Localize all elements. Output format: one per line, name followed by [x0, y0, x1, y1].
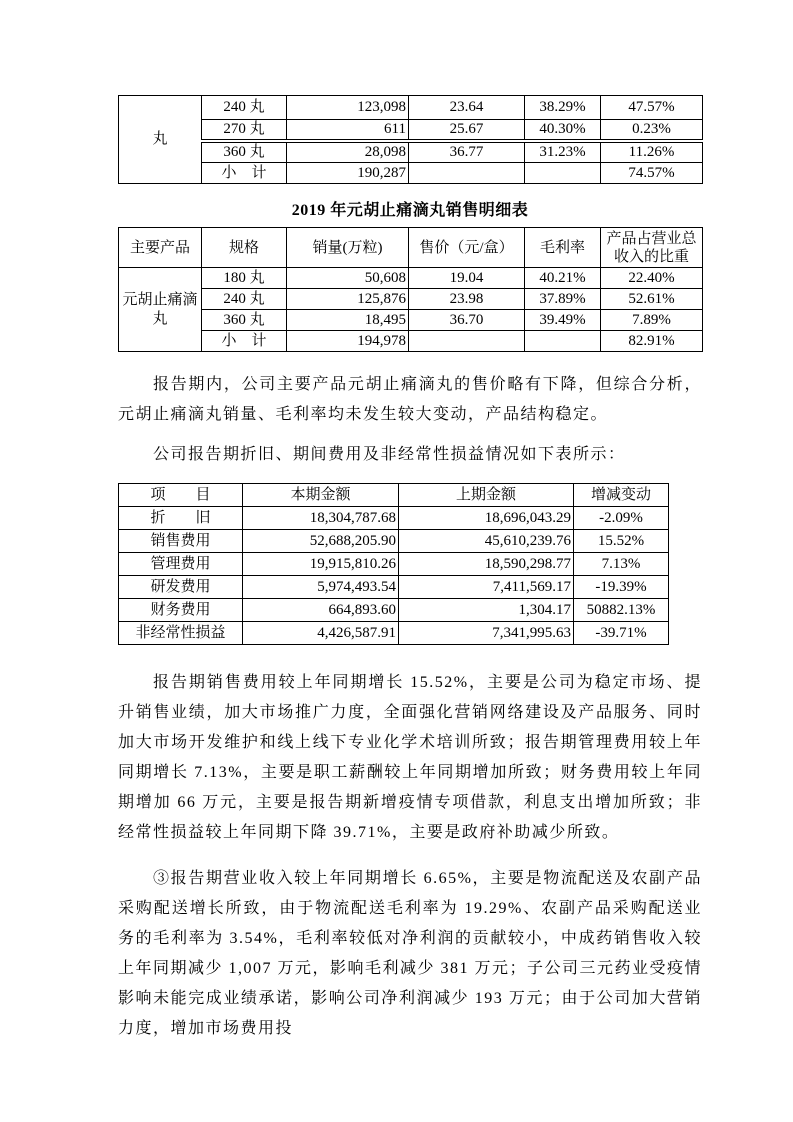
cell-margin: 40.21% — [525, 268, 601, 289]
cell-volume: 194,978 — [287, 331, 409, 352]
cell-spec: 270 丸 — [202, 120, 287, 142]
cell-share: 74.57% — [601, 163, 703, 184]
cell-change: -39.71% — [574, 622, 669, 645]
cell-price: 23.64 — [409, 96, 525, 120]
cell-volume: 123,098 — [287, 96, 409, 120]
cell-volume: 190,287 — [287, 163, 409, 184]
header-margin: 毛利率 — [525, 228, 601, 268]
cell-volume: 611 — [287, 120, 409, 142]
cell-share: 82.91% — [601, 331, 703, 352]
header-change: 增减变动 — [574, 484, 669, 507]
cell-current: 19,915,810.26 — [243, 553, 399, 576]
cell-item: 研发费用 — [119, 576, 243, 599]
cell-current: 4,426,587.91 — [243, 622, 399, 645]
cell-prior: 7,341,995.63 — [399, 622, 574, 645]
cell-share: 7.89% — [601, 310, 703, 331]
cell-price: 36.70 — [409, 310, 525, 331]
cell-price — [409, 331, 525, 352]
cell-change: 7.13% — [574, 553, 669, 576]
cell-volume: 18,495 — [287, 310, 409, 331]
cell-current: 18,304,787.68 — [243, 507, 399, 530]
cell-share: 52.61% — [601, 289, 703, 310]
cell-change: 15.52% — [574, 530, 669, 553]
cell-item: 折 旧 — [119, 507, 243, 530]
cell-change: 50882.13% — [574, 599, 669, 622]
cell-current: 664,893.60 — [243, 599, 399, 622]
cell-price: 19.04 — [409, 268, 525, 289]
header-product: 主要产品 — [119, 228, 202, 268]
cell-margin: 39.49% — [525, 310, 601, 331]
cell-volume: 125,876 — [287, 289, 409, 310]
cell-item: 销售费用 — [119, 530, 243, 553]
header-price: 售价（元/盒） — [409, 228, 525, 268]
cell-spec: 240 丸 — [202, 289, 287, 310]
table-title-2019: 2019 年元胡止痛滴丸销售明细表 — [291, 202, 529, 219]
cell-price: 23.98 — [409, 289, 525, 310]
sales-table-partial — [118, 95, 703, 184]
cell-prior: 18,590,298.77 — [399, 553, 574, 576]
cell-price — [409, 163, 525, 184]
cell-prior: 1,304.17 — [399, 599, 574, 622]
product-name-cell: 元胡止痛滴丸 — [119, 268, 202, 352]
header-spec: 规格 — [202, 228, 287, 268]
cell-margin: 38.29% — [525, 96, 601, 120]
cell-share: 11.26% — [601, 141, 703, 163]
cell-margin: 40.30% — [525, 120, 601, 142]
cell-price: 36.77 — [409, 141, 525, 163]
cell-margin: 31.23% — [525, 141, 601, 163]
header-share: 产品占营业总收入的比重 — [601, 228, 703, 268]
cell-prior: 18,696,043.29 — [399, 507, 574, 530]
cell-prior: 7,411,569.17 — [399, 576, 574, 599]
product-name-cell: 丸 — [119, 96, 202, 184]
cell-item: 非经常性损益 — [119, 622, 243, 645]
paragraph-expense-analysis: 报告期销售费用较上年同期增长 15.52%，主要是公司为稳定市场、提升销售业绩，加大市场推广力度，全面强化营销网络建设及产品服务、同时加大市场开发维护和线上线下专业化学术培训所致；报告期管理费用较上年同期增长 7.13%，主要是职工薪酬较上年同期增加所致；财务费用较上年同期增加 66 万元，主要是报告期新增疫情专项借款，利息支出增加所致；非经常性损益较上年同期下降 39.71%，主要是政府补助减少所致。 — [118, 674, 702, 841]
cell-margin — [525, 163, 601, 184]
cell-share: 22.40% — [601, 268, 703, 289]
cell-volume: 28,098 — [287, 141, 409, 163]
cell-spec: 360 丸 — [202, 310, 287, 331]
cell-share: 47.57% — [601, 96, 703, 120]
cell-margin — [525, 331, 601, 352]
cell-volume: 50,608 — [287, 268, 409, 289]
cell-spec: 360 丸 — [202, 141, 287, 163]
cell-item: 管理费用 — [119, 553, 243, 576]
paragraph-table-intro: 公司报告期折旧、期间费用及非经常性损益情况如下表所示： — [153, 446, 626, 463]
cell-change: -19.39% — [574, 576, 669, 599]
sales-table-2019 — [118, 227, 703, 352]
cell-spec: 小 计 — [202, 331, 287, 352]
cell-spec: 180 丸 — [202, 268, 287, 289]
cell-spec: 小 计 — [202, 163, 287, 184]
paragraph-price-analysis: 报告期内，公司主要产品元胡止痛滴丸的售价略有下降，但综合分析，元胡止痛滴丸销量、毛利率均未发生较大变动，产品结构稳定。 — [118, 376, 702, 423]
cell-margin: 37.89% — [525, 289, 601, 310]
cell-share: 0.23% — [601, 120, 703, 142]
cell-item: 财务费用 — [119, 599, 243, 622]
cell-current: 52,688,205.90 — [243, 530, 399, 553]
cell-price: 25.67 — [409, 120, 525, 142]
header-volume: 销量(万粒) — [287, 228, 409, 268]
cell-prior: 45,610,239.76 — [399, 530, 574, 553]
expense-table — [118, 483, 669, 645]
cell-current: 5,974,493.54 — [243, 576, 399, 599]
header-prior-amount: 上期金额 — [399, 484, 574, 507]
header-item: 项 目 — [119, 484, 243, 507]
paragraph-revenue-analysis: ③报告期营业收入较上年同期增长 6.65%，主要是物流配送及农副产品采购配送增长所致，由于物流配送毛利率为 19.29%、农副产品采购配送业务的毛利率为 3.54%，毛利率较低对净利润的贡献较小，中成药销售收入较上年同期减少 1,007 万元，影响毛利减少 381 万元；子公司三元药业受疫情影响未能完成业绩承诺，影响公司净利润减少 193 万元；由于公司加大营销力度，增加市场费用投 — [118, 870, 703, 1037]
header-current-amount: 本期金额 — [243, 484, 399, 507]
cell-change: -2.09% — [574, 507, 669, 530]
cell-spec: 240 丸 — [202, 96, 287, 120]
